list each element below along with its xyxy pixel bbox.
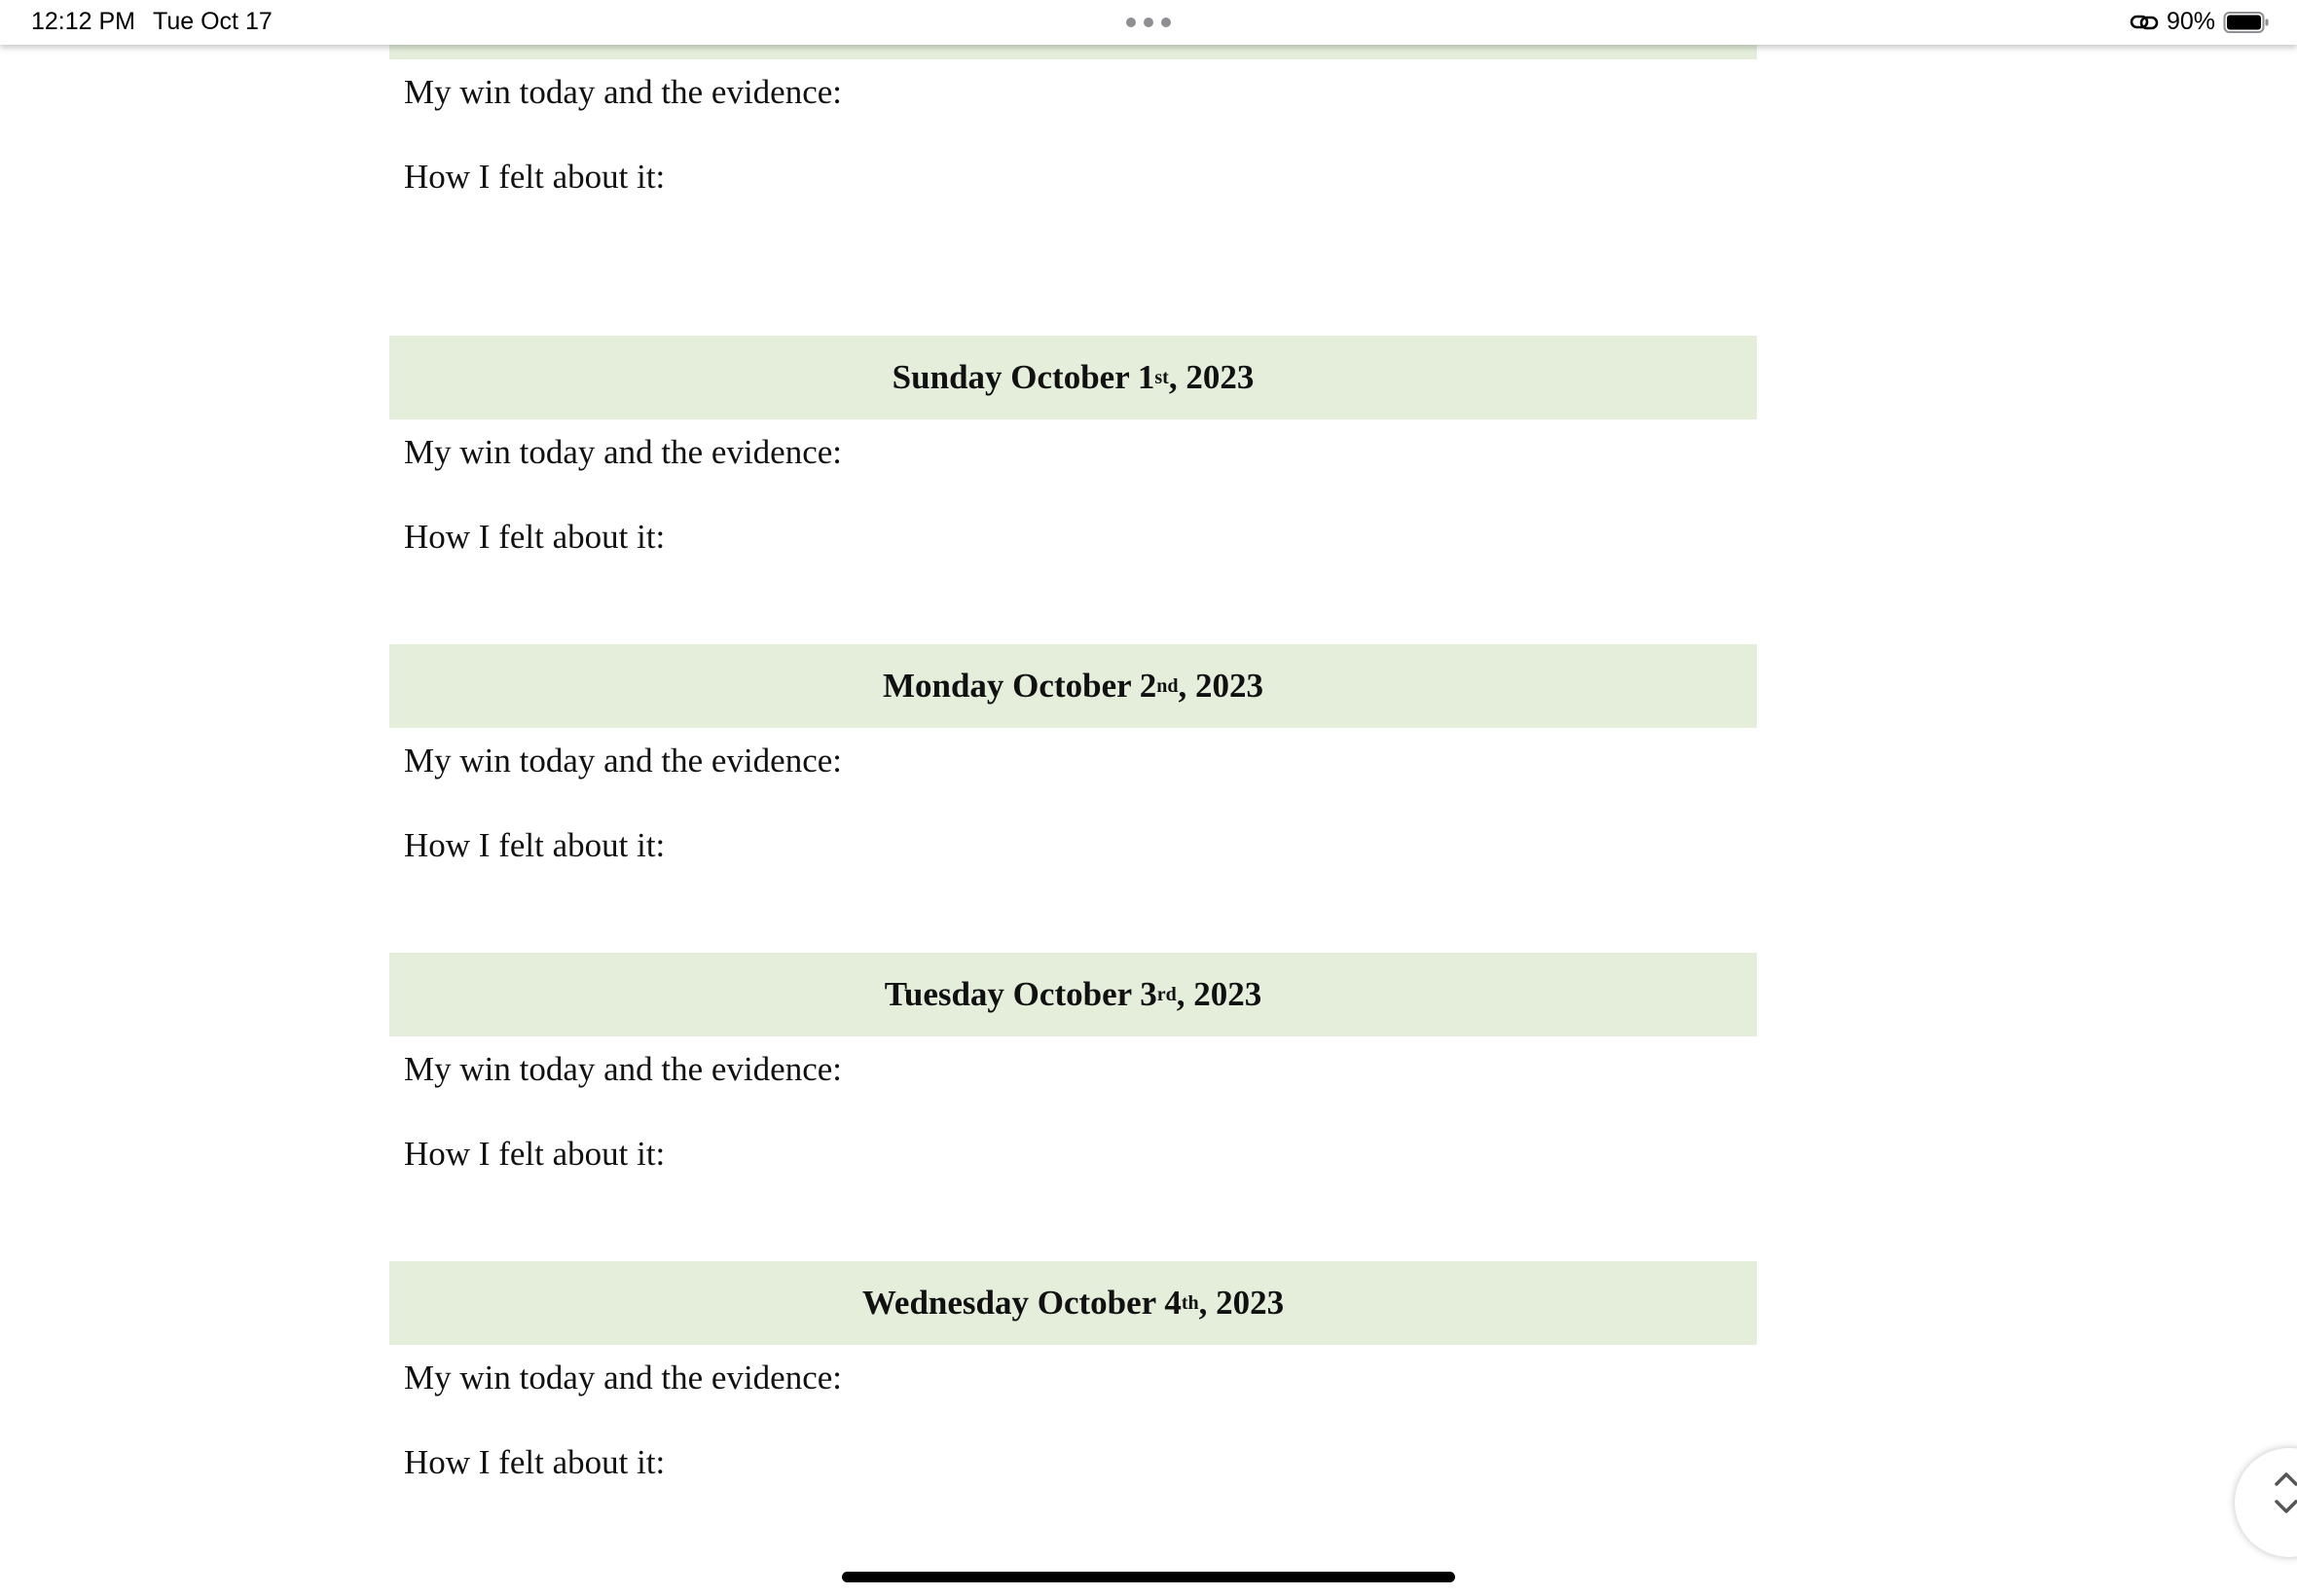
felt-prompt: How I felt about it: xyxy=(404,1135,666,1173)
home-indicator[interactable] xyxy=(842,1572,1455,1582)
day-heading: Tuesday October 3 rd , 2023 xyxy=(389,953,1757,1036)
day-section xyxy=(389,336,1757,556)
day-heading-year: , 2023 xyxy=(1198,1284,1285,1322)
day-section xyxy=(389,953,1757,1173)
status-clock xyxy=(31,8,290,36)
win-prompt: My win today and the evidence: xyxy=(404,73,843,111)
page-scroll-control[interactable] xyxy=(2235,1448,2297,1557)
felt-prompt: How I felt about it: xyxy=(404,518,666,556)
more-dots-icon[interactable] xyxy=(1126,18,1171,27)
day-heading: Sunday October 1 st , 2023 xyxy=(389,336,1757,419)
journal-document[interactable] xyxy=(389,0,1757,1596)
day-heading-year: , 2023 xyxy=(1178,667,1264,705)
day-heading-year: , 2023 xyxy=(1176,975,1262,1013)
win-prompt: My win today and the evidence: xyxy=(404,1359,843,1396)
dot xyxy=(1126,18,1136,27)
dot xyxy=(1161,18,1171,27)
felt-prompt: How I felt about it: xyxy=(404,158,666,196)
felt-prompt: How I felt about it: xyxy=(404,826,666,864)
chevron-down-icon[interactable] xyxy=(2272,1497,2297,1518)
dot xyxy=(1144,18,1153,27)
win-prompt: My win today and the evidence: xyxy=(404,433,843,471)
status-date: Tue Oct 17 xyxy=(153,8,273,35)
win-prompt: My win today and the evidence: xyxy=(404,742,843,780)
day-heading: Wednesday October 4 th , 2023 xyxy=(389,1261,1757,1345)
day-heading-text: Monday October 2 xyxy=(882,667,1157,705)
day-heading-year: , 2023 xyxy=(1168,358,1255,396)
status-bar xyxy=(0,0,2297,45)
win-prompt: My win today and the evidence: xyxy=(404,1050,843,1088)
day-section xyxy=(389,644,1757,864)
day-heading-text: Tuesday October 3 xyxy=(884,975,1157,1013)
battery-percent: 90% xyxy=(2166,8,2215,35)
status-time: 12:12 PM xyxy=(31,8,136,35)
day-heading-text: Wednesday October 4 xyxy=(861,1284,1182,1322)
day-heading-text: Sunday October 1 xyxy=(892,358,1155,396)
day-heading: Monday October 2 nd , 2023 xyxy=(389,644,1757,728)
day-section xyxy=(389,1261,1757,1481)
link-icon xyxy=(2130,13,2159,32)
chevron-up-icon[interactable] xyxy=(2272,1468,2297,1489)
battery-icon xyxy=(2223,11,2270,34)
status-indicators xyxy=(2130,8,2270,36)
felt-prompt: How I felt about it: xyxy=(404,1443,666,1481)
